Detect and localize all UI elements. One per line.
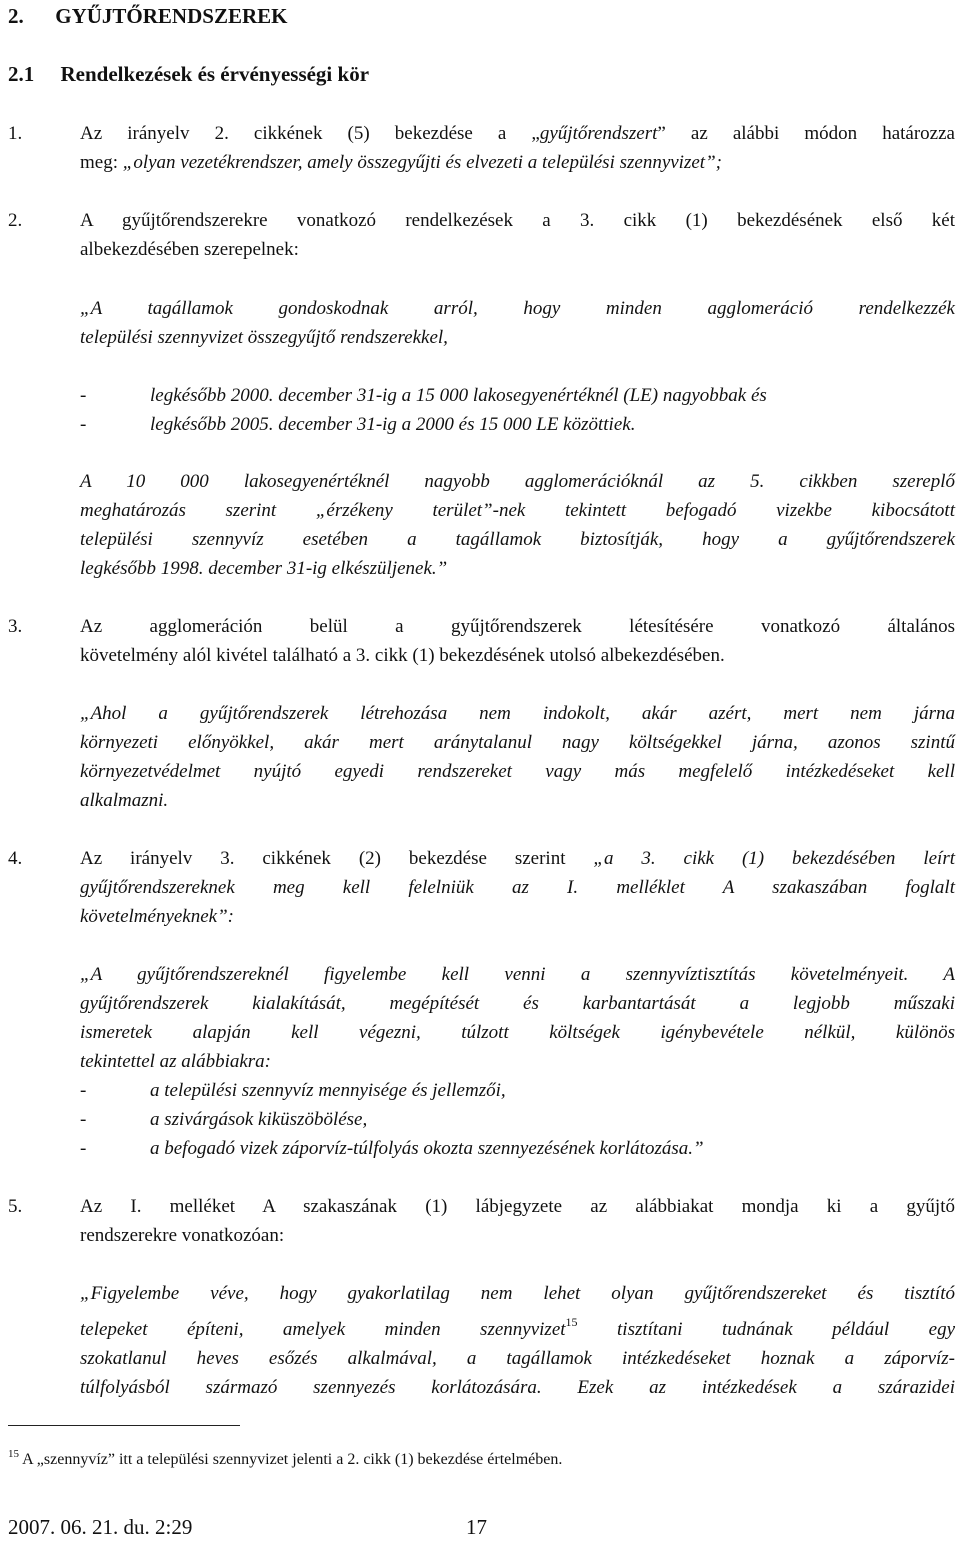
text-line: Az agglomeráción belül a gyűjtőrendszerek létesítésére vonatkozó általános: [80, 616, 955, 637]
page-number: 17: [466, 1515, 487, 1539]
text-line: Az irányelv 2. cikkének (5) bekezdése a „gyűjtőrendszert” az alábbi módon határozza: [80, 123, 955, 144]
text-line: gyűjtőrendszerek kialakítását, megépítését és karbantartását a legjobb műszaki: [80, 993, 955, 1014]
text-line: „A gyűjtőrendszereknél figyelembe kell venni a szennyvíztisztítás követelményeit. A: [80, 964, 955, 985]
list-dash: -: [80, 1138, 87, 1159]
list-dash: -: [80, 385, 87, 406]
footer-timestamp: 2007. 06. 21. du. 2:29: [8, 1515, 193, 1539]
text-line: túlfolyásból származó szennyezés korlátozására. Ezek az intézkedések a szárazidei: [80, 1377, 955, 1398]
footnote-ref: 15: [565, 1315, 578, 1329]
text-line: Az irányelv 3. cikkének (2) bekezdése szerint „a 3. cikk (1) bekezdésében leírt: [80, 848, 955, 869]
quote-3: [80, 699, 955, 815]
list-item: a befogadó vizek záporvíz-túlfolyás okozta szennyezésének korlátozása.”: [150, 1138, 704, 1159]
text-line: ismeretek alapján kell végezni, túlzott költségek igénybevétele nélkül, különös: [80, 1022, 955, 1043]
text-line: meg: „olyan vezetékrendszer, amely összegyűjti és elvezeti a települési szennyvizet”;: [80, 152, 722, 173]
text-line: gyűjtőrendszereknek meg kell felelniük az I. melléklet A szakaszában foglalt: [80, 877, 955, 898]
section-heading: 2. GYŰJTŐRENDSZEREK: [8, 4, 288, 28]
quote-2: [80, 467, 955, 583]
text-line: települési szennyvizet összegyűjtő rendszerekkel,: [80, 327, 448, 348]
text-line: albekezdésében szerepelnek:: [80, 239, 299, 260]
paragraph-3: [80, 612, 955, 670]
list-item: legkésőbb 2005. december 31-ig a 2000 és 15 000 LE közöttiek.: [150, 414, 636, 435]
text-line: legkésőbb 1998. december 31-ig elkészüljenek.”: [80, 558, 448, 579]
text-line: „A tagállamok gondoskodnak arról, hogy minden agglomeráció rendelkezzék: [80, 298, 955, 319]
text-line: A 10 000 lakosegyenértéknél nagyobb agglomerációknál az 5. cikkben szereplő: [80, 471, 955, 492]
paragraph-2: [80, 206, 955, 264]
list-dash: -: [80, 1080, 87, 1101]
text-line: környezeti előnyökkel, akár mert aránytalanul nagy költségekkel járna, azonos szintű: [80, 732, 955, 753]
text-line: „Figyelembe véve, hogy gyakorlatilag nem lehet olyan gyűjtőrendszereket és tisztító: [80, 1283, 955, 1304]
text-line: szokatlanul heves esőzés alkalmával, a tagállamok intézkedéseket hoznak a záporvíz-: [80, 1348, 955, 1369]
subsection-heading: 2.1 Rendelkezések és érvényességi kör: [8, 62, 370, 86]
list-item: a települési szennyvíz mennyisége és jellemzői,: [150, 1080, 506, 1101]
quote-5: [80, 1279, 955, 1402]
paragraph-number: 3.: [8, 616, 23, 637]
footnote: $^{15}$ A „szennyvíz” itt a települési szennyvizet jelenti a 2. cikk (1) bekezdése értelmében.: [8, 1448, 563, 1468]
list-dash: -: [80, 1109, 87, 1130]
text-line: környezetvédelmet nyújtó egyedi rendszereket vagy más megfelelő intézkedéseket kell: [80, 761, 955, 782]
paragraph-4: [80, 844, 955, 931]
text-line: települési szennyvíz esetében a tagállamok biztosítják, hogy a gyűjtőrendszerek: [80, 529, 955, 550]
paragraph-1: [80, 119, 955, 177]
paragraph-number: 5.: [8, 1196, 23, 1217]
paragraph-5: [80, 1192, 955, 1250]
list-item: a szivárgások kiküszöbölése,: [150, 1109, 368, 1130]
list-dash: -: [80, 414, 87, 435]
quote-1: [80, 294, 955, 352]
footnote-number: 15: [8, 1448, 19, 1460]
text-line: követelményeknek”:: [80, 906, 235, 927]
paragraph-number: 2.: [8, 210, 23, 231]
quote-4: [80, 960, 955, 1076]
text-line: „Ahol a gyűjtőrendszerek létrehozása nem indokolt, akár azért, mert nem járna: [80, 703, 955, 724]
text-line: Az I. melléket A szakaszának (1) lábjegyzete az alábbiakat mondja ki a gyűjtő: [80, 1196, 955, 1217]
text-line: telepeket építeni, amelyek minden szennyvizet$^{15}$ tisztítani tudnának például egy: [80, 1315, 955, 1340]
text-line: meghatározás szerint „érzékeny terület”-nek tekintett befogadó vizekbe kibocsátott: [80, 500, 955, 521]
text-line: tekintettel az alábbiakra:: [80, 1051, 272, 1072]
list-item: legkésőbb 2000. december 31-ig a 15 000 lakosegyenértéknél (LE) nagyobbak és: [150, 385, 767, 406]
text-line: A gyűjtőrendszerekre vonatkozó rendelkezések a 3. cikk (1) bekezdésének első két: [80, 210, 955, 231]
text-line: követelmény alól kivétel található a 3. cikk (1) bekezdésének utolsó albekezdésében.: [80, 645, 725, 666]
paragraph-number: 4.: [8, 848, 23, 869]
text-line: rendszerekre vonatkozóan:: [80, 1225, 285, 1246]
footnote-separator: [8, 1425, 240, 1426]
paragraph-number: 1.: [8, 123, 23, 144]
text-line: alkalmazni.: [80, 790, 169, 811]
